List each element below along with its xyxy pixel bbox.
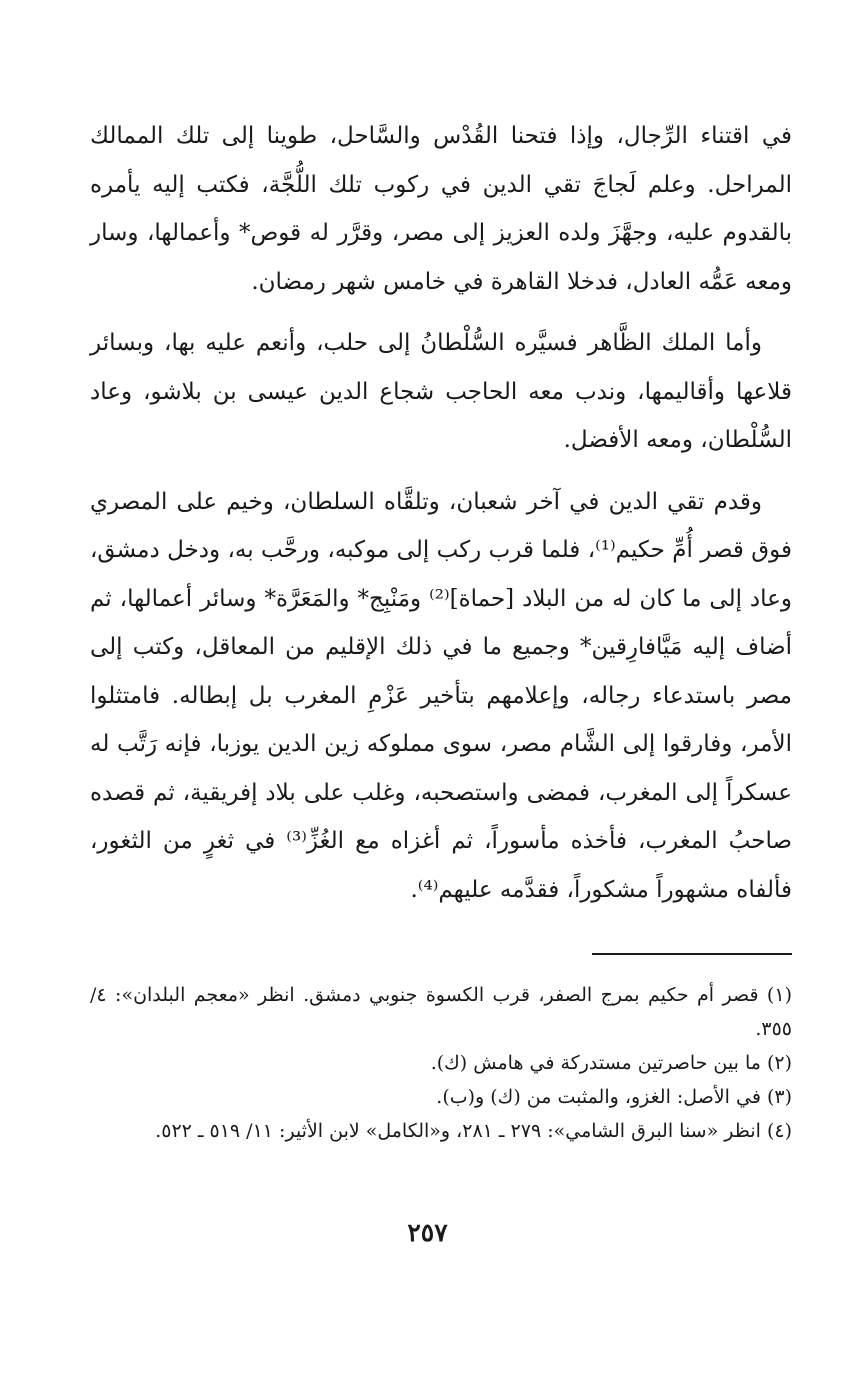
- footnote-3: (٣) في الأصل: الغزو، والمثبت من (ك) و(ب).: [436, 1086, 792, 1108]
- main-text: [90, 112, 792, 927]
- footnotes: [90, 978, 792, 1148]
- footnote-4: (٤) انظر «سنا البرق الشامي»: ٢٧٩ ـ ٢٨١، و«الكامل» لابن الأثير: ١١/ ٥١٩ ـ ٥٢٢.: [155, 1120, 792, 1142]
- footnote-separator: [592, 953, 792, 955]
- paragraph-3: وقدم تقي الدين في آخر شعبان، وتلقَّاه السلطان، وخيم على المصري فوق قصر أُمِّ حكيم⁽¹⁾، فلما قرب ركب إلى موكبه، ورحَّب به، ودخل دمشق، وعاد إلى ما كان له من البلاد [حماة]⁽²⁾ ومَنْبِج* والمَعَرَّة* وسائر أعمالها، ثم أضاف إليه مَيَّافارِقين* وجميع ما في ذلك الإقليم من المعاقل، وكتب إلى مصر باستدعاء رجاله، وإعلامهم بتأخير عَزْمِ المغرب بل إبطاله. فامتثلوا الأمر، وفارقوا إلى الشَّام مصر، سوى مملوكه زين الدين يوزبا، فإنه رَتَّب له عسكراً إلى المغرب، فمضى واستصحبه، وغلب على بلاد إفريقية، ثم قصده صاحبُ المغرب، فأخذه مأسوراً، ثم أغزاه مع الغُزِّ⁽³⁾ في ثغرٍ من الثغور، فألفاه مشهوراً مشكوراً، فقدَّمه عليهم⁽⁴⁾.: [90, 488, 792, 903]
- footnote-1: (١) قصر أم حكيم بمرج الصفر، قرب الكسوة جنوبي دمشق. انظر «معجم البلدان»: ٤/ ٣٥٥.: [90, 984, 792, 1040]
- page-number: ٢٥٧: [407, 1218, 448, 1247]
- footnote-2: (٢) ما بين حاصرتين مستدركة في هامش (ك).: [430, 1052, 792, 1074]
- paragraph-1: في اقتناء الرِّجال، وإذا فتحنا القُدْس والسَّاحل، طوينا إلى تلك الممالك المراحل. وعلم لَجاجَ تقي الدين في ركوب تلك اللُّجَّة، فكتب إليه يأمره بالقدوم عليه، وجهَّزَ ولده العزيز إلى مصر، وقرَّر له قوص* وأعمالها، وسار ومعه عَمُّه العادل، فدخلا القاهرة في خامس شهر رمضان.: [90, 123, 792, 295]
- paragraph-2: وأما الملك الظَّاهر فسيَّره السُّلْطانُ إلى حلب، وأنعم عليه بها، وبسائر قلاعها وأقاليمها، وندب معه الحاجب شجاع الدين عيسى بن بلاشو، وعاد السُّلْطان، ومعه الأفضل.: [90, 330, 792, 453]
